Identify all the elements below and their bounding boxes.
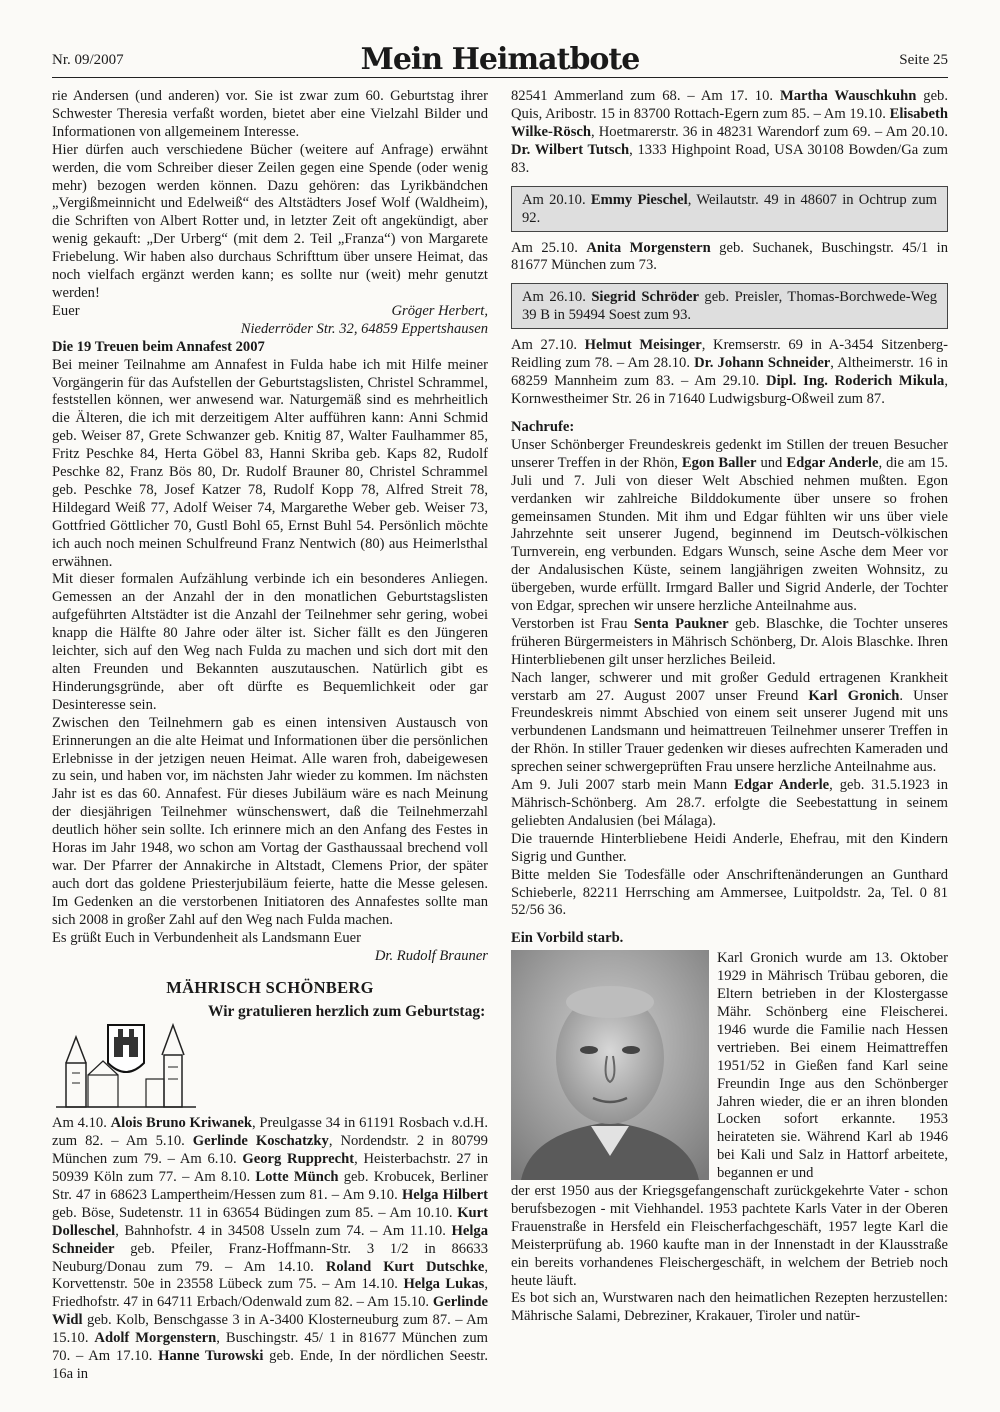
birthday-block <box>52 1003 488 1115</box>
person-name: Dipl. Ing. Roderich Mikula <box>766 373 945 390</box>
highlight-box: Am 26.10. Siegrid Schröder geb. Preisler, Thomas-Borchwede-Weg 39 B in 59494 Soest zum 93. <box>511 283 948 329</box>
person-name: Hanne Turowski <box>158 1348 264 1365</box>
right-column <box>511 88 948 1326</box>
person-name: Alois Bruno Kriwanek <box>110 1115 252 1132</box>
portrait-photo-icon <box>511 950 709 1180</box>
person-name: Elisabeth Wilke-Rösch <box>511 105 948 140</box>
birthday-entry: Am 25.10. Anita Morgenstern geb. Suchanek, Buschingstr. 45/1 in 81677 München zum 73. <box>511 239 948 274</box>
obituary-text <box>717 950 948 1183</box>
paragraph: Zwischen den Teilnehmern gab es einen intensiven Austausch von Erinnerungen an die alte Heimat und Informationen über die persönlichen Erlebnisse in der jetzigen neuen Heimat. Alle waren froh, dabeigewesen zu sein, und haben vor, im nächsten Jahr wieder zu kommen. Im nächsten Jahr ist es das 60. Annafest. Für dieses Jubiläum wäre es nach Meinung der diesjährigen Teilnehmer wünschenswert, daß die Teilnehmerzahl deutlich höher sein sollte. Ich erinnere mich an den Anfang des Festes in Horas im Jahr 1948, wo schon am Vortag der Gasthaussaal brechend voll war. Der Pfarrer der Annakirche in Altstadt, Clemens Prior, der später auch dort das goldene Priesterjubiläum feierte, hatte die Messe gelesen. Im Gedenken an die verstorbenen Initiatoren des Annafestes sollte man sich 2008 in großer Zahl auf den Weg nach Fulda machen. <box>52 714 488 928</box>
birthday-list: Am 4.10. Alois Bruno Kriwanek, Preulgasse 34 in 61191 Rosbach v.d.H. zum 82. – Am 5.10. Gerlinde Koschatzky, Nordendstr. 2 in 80799 München zum 79. – Am 6.10. Georg Rupprecht, Heisterbachstr. 27 in 50939 Köln zum 77. – Am 8.10. Lotte Münch geb. Krobucek, Berliner Str. 47 in 68623 Lampertheim/Hessen zum 81. – Am 9.10. Helga Hilbert geb. Böse, Sudetenstr. 11 in 63654 Büdingen zum 85. – Am 10.10. Kurt Dolleschel, Bahnhofstr. 4 in 34508 Usseln zum 74. – Am 11.10. Helga Schneider geb. Pfeiler, Franz-Hoffmann-Str. 3 1/2 in 86633 Neuburg/Donau zum 79. – Am 14.10. Roland Kurt Dutschke, Korvettenstr. 50e in 23558 Lübeck zum 75. – Am 14.10. Helga Lukas, Friedhofstr. 47 in 64711 Erbach/Odenwald zum 82. – Am 15.10. Gerlinde Widl geb. Kolb, Benschgasse 3 in A-3400 Klosterneuburg zum 87. – Am 15.10. Adolf Morgenstern, Buschingstr. 45/ 1 in 81677 München zum 70. – Am 17.10. Hanne Turowski geb. Ende, In der nördlichen Seestr. 16a in <box>52 1115 489 1382</box>
person-name: Helga Schneider <box>52 1222 488 1257</box>
person-name: Martha Wauschkuhn <box>779 88 917 104</box>
paragraph: Bei meiner Teilnahme am Annafest in Fulda habe ich mit Hilfe meiner Vorgängerin für das Aufstellen der Geburtstagslisten, Christel Schrammel, feststellen können, wer anwesend war. Naturgemäß sind es mehrheitlich die Älteren, die ich mit derzeitigem Alter aufführen kann: Anni Schmid geb. Weiser 87, Grete Schwanzer geb. Knitig 87, Walter Faulhammer 85, Fritz Peschke 84, Herta Göbel 83, Hanni Skriba geb. Kaps 82, Rudolf Peschke 82, Franz Bös 80, Dr. Rudolf Brauner 80, Christel Schrammel geb. Peschke 78, Josef Katzer 78, Rudolf Kopp 78, Alfred Streit 78, Hildegard Weiß 77, Adolf Weiser 74, Margarethe Weber geb. Weiser 73, Gottfried Göttlicher 70, Gustl Bohl 65, Ernst Buhl 54. Persönlich möchte ich auch noch meinen Schulfreund Franz Nentwich (80) aus Heimerlsthal erwähnen. <box>52 356 488 570</box>
paragraph: Es bot sich an, Wurstwaren nach den heimatlichen Rezepten herzustellen: Mährische Salami, Debreziner, Krakauer, Tiroler und natür- <box>511 1290 948 1325</box>
person-name: Lotte Münch <box>255 1169 339 1186</box>
person-name: Edgar Anderle <box>786 454 879 471</box>
birthday-entries: Am 27.10. Helmut Meisinger, Kremserstr. 69 in A-3454 Sitzenberg-Reidling zum 78. – Am 28.10. Dr. Johann Schneider, Altheimerstr. 16 in 68259 Mannheim zum 83. – Am 29.10. Dipl. Ing. Roderich Mikula, Kornwestheimer Str. 26 in 71640 Ludwigsburg-Oßweil zum 87. <box>511 337 948 408</box>
page-header <box>52 42 948 76</box>
paragraph: Die trauernde Hinterbliebene Heidi Anderle, Ehefrau, mit den Kindern Sigrig und Gunther. <box>511 830 948 865</box>
author-signature: Dr. Rudolf Brauner <box>374 947 488 964</box>
signature-line <box>52 303 488 321</box>
page-number: Seite 25 <box>899 52 948 68</box>
paragraph: Am 9. Juli 2007 starb mein Mann Edgar Anderle, geb. 31.5.1923 in Mährisch-Schönberg. Am 28.7. erfolgte die Seebestattung in seinem geliebten Andalusien (bei Málaga). <box>511 777 948 829</box>
paragraph: rie Andersen (und anderen) vor. Sie ist zwar zum 60. Geburtstag ihrer Schwester Theresia verfaßt worden, bietet aber eine Vielzahl Bilder und Informationen von allgemeinem Interesse. <box>52 88 488 140</box>
spacer <box>511 409 948 419</box>
author-name: Gröger Herbert, <box>391 302 488 319</box>
salutation: Euer <box>52 302 80 319</box>
person-name: Karl Gronich <box>808 687 900 704</box>
person-name: Senta Paukner <box>633 615 729 632</box>
person-name: Kurt Dolleschel <box>52 1204 488 1239</box>
header-rule <box>52 77 948 78</box>
left-column <box>52 88 488 1384</box>
paragraph: Karl Gronich wurde am 13. Oktober 1929 in Mährisch Trübau geboren, die Eltern betrieben in der Klostergasse Mähr. Schönberg eine Fleischerei. 1946 wurde die Familie nach Hessen vertrieben. Bei einem Heimattreffen 1951/52 in Gießen fand Karl seine Freundin Inge aus den Schönberger Jahren wieder, die er an ihren blonden Locken sofort erkannte. 1953 heirateten sie. Während Karl ab 1946 bei Kali und Salz in Hattorf arbeitete, begannen er und <box>717 950 948 1182</box>
paragraph: Hier dürfen auch verschiedene Bücher (weitere auf Anfrage) erwähnt werden, die vom Schreiber dieser Zeilen gegen eine Spende (oder wenig mehr) bezogen werden können. Dazu gehören: das Lyrikbändchen „Vergißmeinnicht und Edelweiß“ des Altstädters Josef Wolf (Waldheim), die Schriften von Albert Rotter und, in letzter Zeit oft angekündigt, aber wenig gekauft: „Der Urberg“ (mit dem 2. Teil „Franza“) von Margarete Friebelung. Wir haben also durchaus Schrifttum über unsere Heimat, das noch vielfach ergänzt werden kann; es sollte nur (weit) mehr genutzt werden! <box>52 141 488 301</box>
obituary-heading: Ein Vorbild starb. <box>511 930 624 947</box>
person-name: Anita Morgenstern <box>586 239 711 256</box>
person-name: Edgar Anderle <box>734 777 830 794</box>
article-heading: Die 19 Treuen beim Annafest 2007 <box>52 338 265 355</box>
paragraph: Unser Schönberger Freundeskreis gedenkt im Stillen der treuen Besucher unserer Treffen in der Rhön, Egon Baller und Edgar Anderle, die am 15. Juli und 7. Juli von dieser Welt Abschied nehmen mußten. Egon verdanken wir zahlreiche Bilddokumente über unsere so frohen gemeinsamen Stunden. Mit ihm und Edgar fühlten wir uns über viele Jahrzehnte seit unserer Jugend, beginnend im Deutsch-völkischen Turnverein, eng verbunden. Edgars Wunsch, seine Asche dem Meer vor der Andalusischen Küste, seinem langjährigen zweiten Wohnsitz, zu übergeben, wurde erfüllt. Irmgard Baller und Sigrid Anderle, der Tochter von Edgar, sprechen wir unsere herzliche Anteilnahme aus. <box>511 436 949 615</box>
person-name: Georg Rupprecht <box>242 1151 355 1168</box>
paragraph: Nach langer, schwerer und mit großer Geduld ertragenen Krankheit verstarb am 27. August 2007 unser Freund Karl Gronich. Unser Freundeskreis nimmt Abschied von einem seit unserer Jugend mit uns verbundenen Landsmann und heimattreuen Teilnehmer unserer Treffen in der Rhön. In stiller Trauer gedenken wir dieses aufrechten Kameraden und sprechen seiner schwergeprüften Frau unsere herzliche Anteilnahme aus. <box>511 669 948 776</box>
person-name: Dr. Johann Schneider <box>694 355 831 372</box>
birthday-intro <box>208 1003 488 1115</box>
spacer <box>511 920 948 930</box>
paragraph: Es grüßt Euch in Verbundenheit als Landsmann Euer <box>52 929 361 946</box>
obituary-block <box>511 950 948 1183</box>
paragraph: Verstorben ist Frau Senta Paukner geb. Blaschke, die Tochter unseres früheren Bürgermeisters in Mährisch Schönberg, Dr. Alois Blaschke. Ihren Hinterbliebenen gilt unser herzliches Beileid. <box>511 615 948 668</box>
masthead-logo: Mein Heimatbote <box>360 42 640 77</box>
person-name: Egon Baller <box>681 454 757 471</box>
person-name: Adolf Morgenstern <box>94 1330 217 1347</box>
person-name: Gerlinde Widl <box>52 1294 488 1329</box>
paragraph: Bitte melden Sie Todesfälle oder Anschriftenänderungen an Gunthard Schieberle, 82211 Herrsching am Ammersee, Luitpoldstr. 2a, Tel. 0 81 52/56 36. <box>511 866 948 919</box>
paragraph: der erst 1950 aus der Kriegsgefangenschaft zurückgekehrte Vater - schon berufsbezogen - mit Viehhandel. 1953 pachtete Karls Vater in der Oberen Frauenstraße in Hersfeld ein Fleischerfachgeschäft, 1957 legte Karl die Meisterprüfung ab. 1960 kaufte man in der Innenstadt in der Klausstraße ein bereits vorhandenes Fleischergeschäft, in welchem der Betrieb noch heute läuft. <box>511 1183 948 1289</box>
town-emblem-icon <box>52 1003 200 1115</box>
person-name: Helga Lukas <box>403 1276 485 1293</box>
person-name: Siegrid Schröder <box>591 289 699 306</box>
person-name: Helga Hilbert <box>401 1186 488 1203</box>
congrats-heading: Wir gratulieren herzlich zum Geburtstag: <box>208 1003 486 1021</box>
person-name: Dr. Wilbert Tutsch <box>511 141 630 158</box>
author-address: Niederröder Str. 32, 64859 Eppertshausen <box>240 320 488 337</box>
person-name: Emmy Pieschel <box>590 191 688 208</box>
person-name: Roland Kurt Dutschke <box>325 1258 485 1275</box>
issue-number: Nr. 09/2007 <box>52 52 124 68</box>
person-name: Helmut Meisinger <box>584 337 702 354</box>
obituaries-heading: Nachrufe: <box>511 418 575 435</box>
person-name: Gerlinde Koschatzky <box>192 1133 329 1150</box>
paragraph: Mit dieser formalen Aufzählung verbinde ich ein besonderes Anliegen. Gemessen an der Anzahl der in den monatlichen Geburtstagslisten aufgeführten Altstädter ist die Anzahl der Teilnehmer sehr gering, wobei knapp die Hälfte 80 Jahre oder älter ist. Sicher fällt es den Jüngeren leichter, sich auf den Weg nach Fulda zu machen und sich dort mit den alten Freunden und Bekannten auszutauschen. Natürlich gibt es Hinderungsgründe, aber oft dürfte es Bequemlichkeit oder gar Desinteresse sein. <box>52 571 488 713</box>
section-heading: MÄHRISCH SCHÖNBERG <box>166 978 374 998</box>
highlight-box: Am 20.10. Emmy Pieschel, Weilautstr. 49 in 48607 in Ochtrup zum 92. <box>511 186 948 232</box>
birthday-list-cont: 82541 Ammerland zum 68. – Am 17. 10. Martha Wauschkuhn geb. Quis, Aribostr. 15 in 83700 Rottach-Egern zum 85. – Am 19.10. Elisabeth Wilke-Rösch, Hoetmarerstr. 36 in 48231 Warendorf zum 69. – Am 20.10. Dr. Wilbert Tutsch, 1333 Highpoint Road, USA 30108 Bowden/Ga zum 83. <box>511 88 949 176</box>
